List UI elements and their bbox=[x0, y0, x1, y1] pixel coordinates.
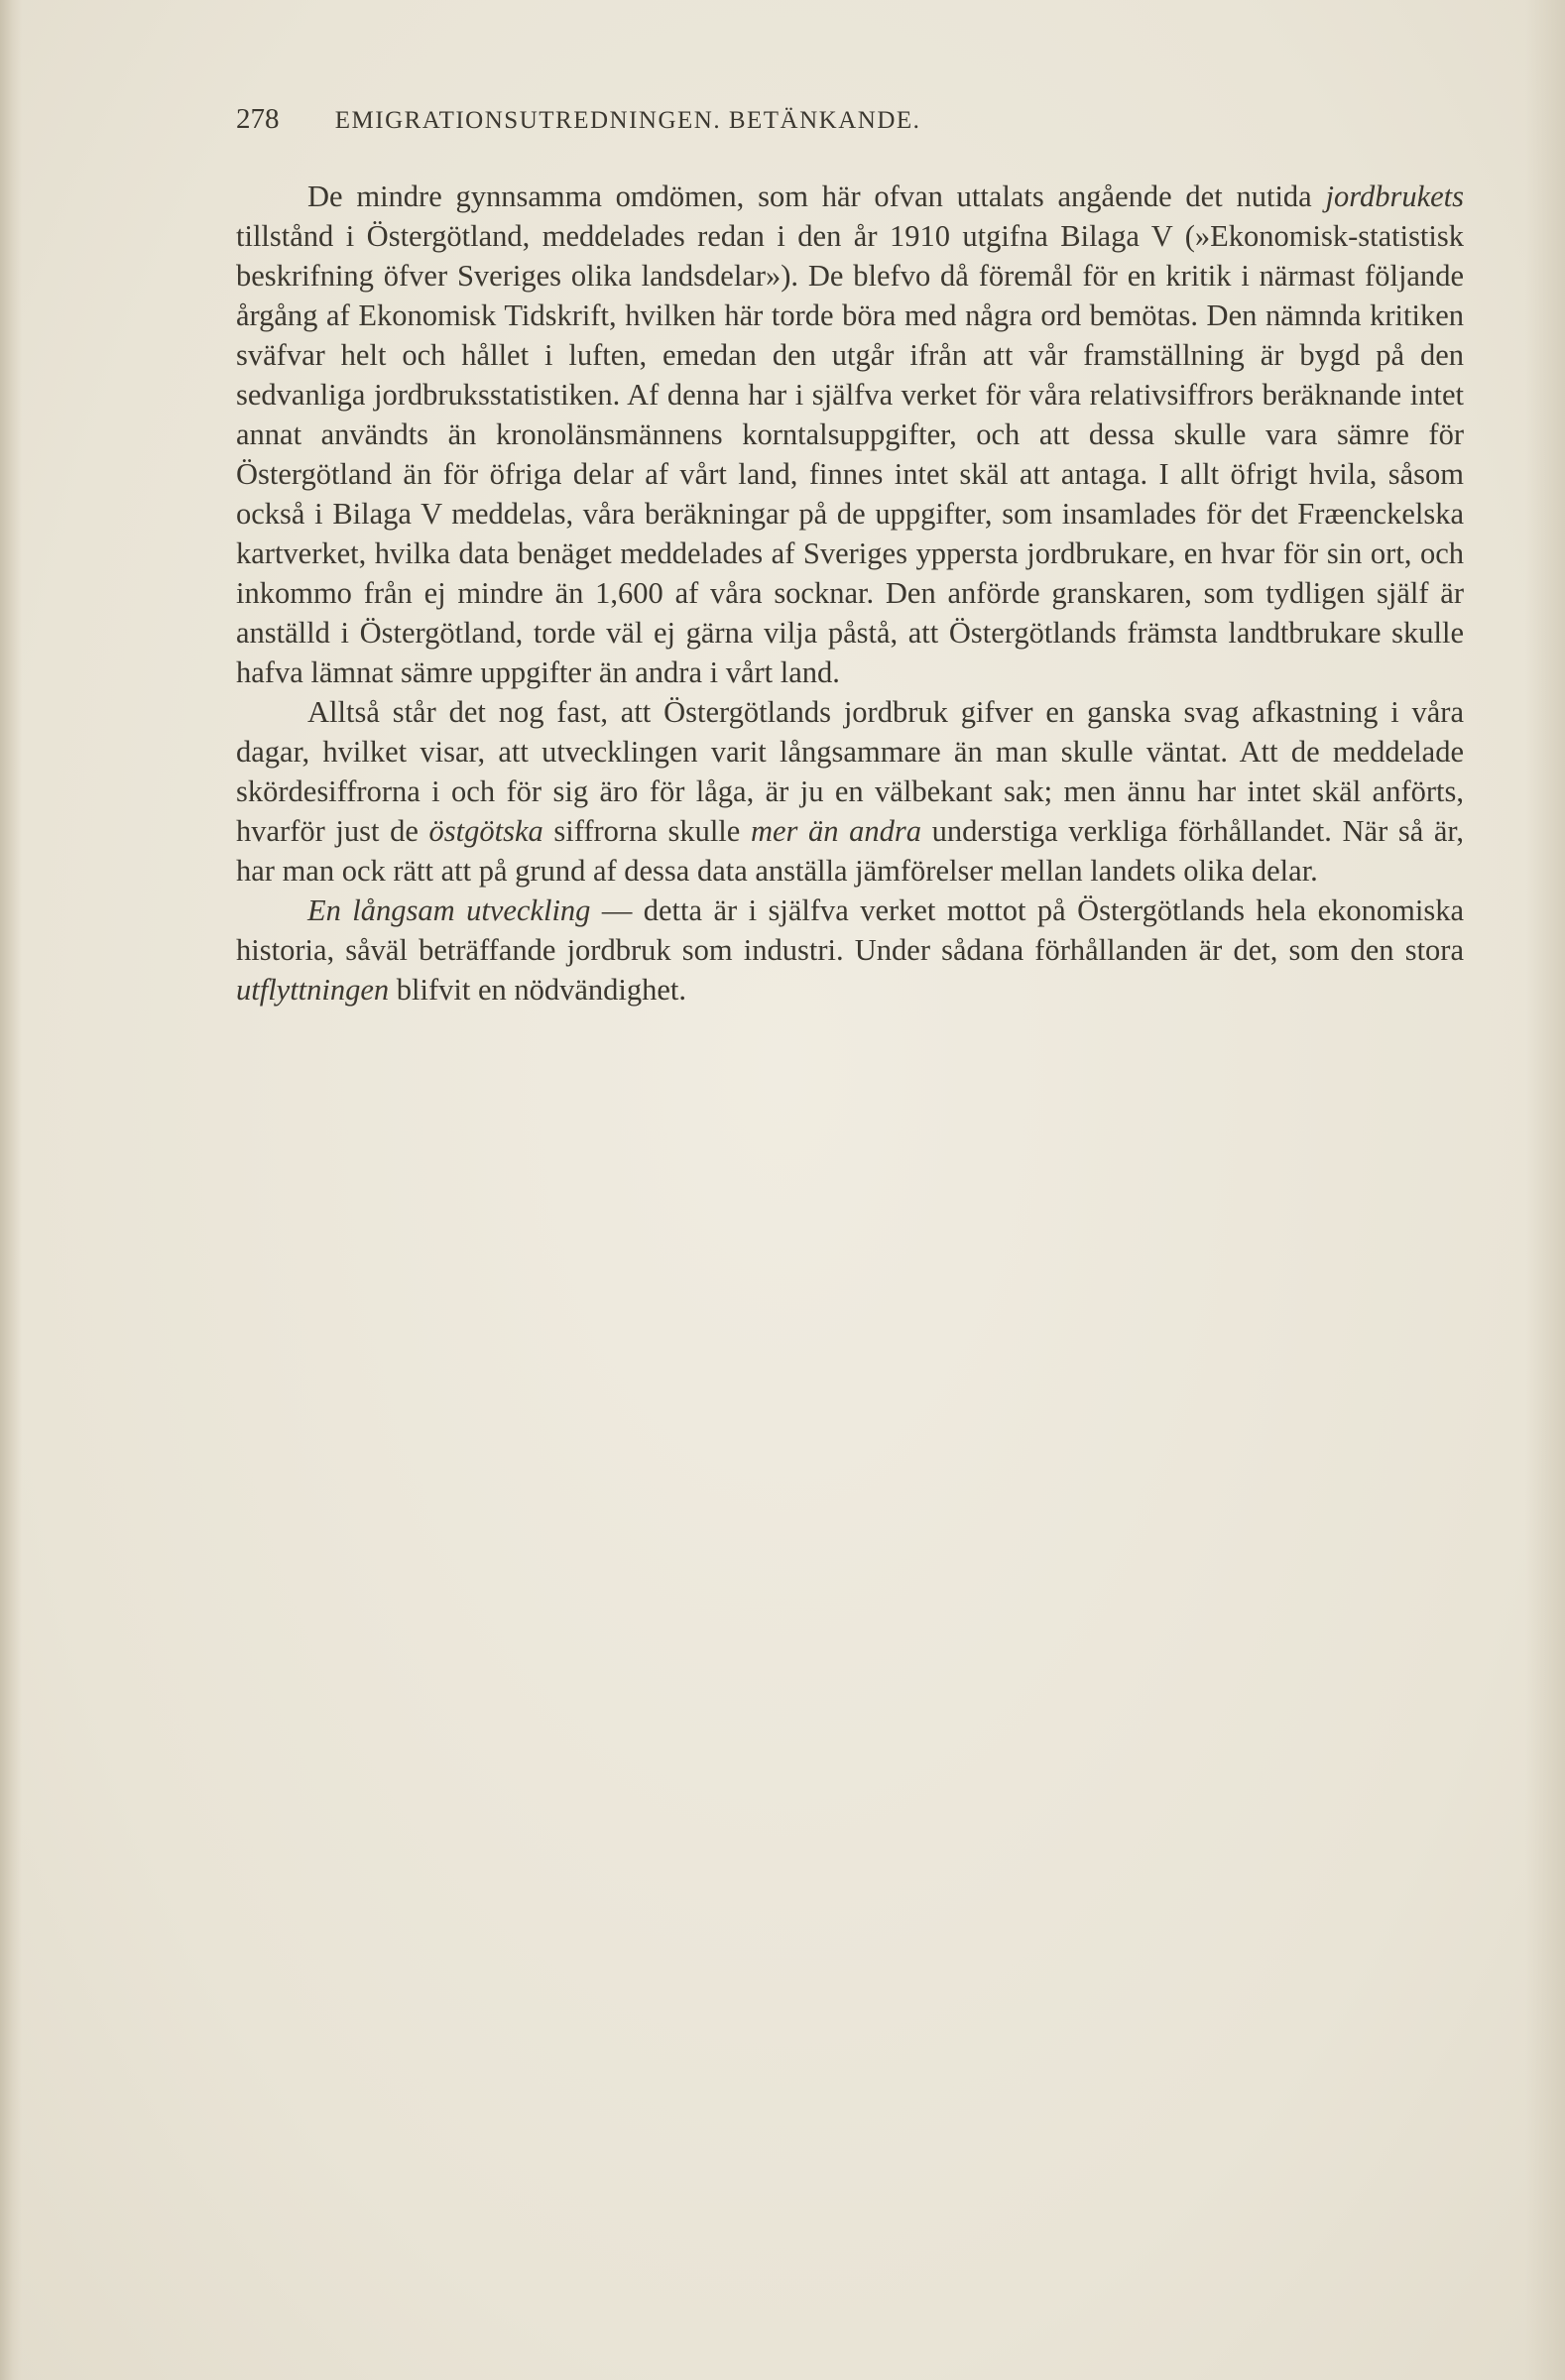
paragraph-text: understiga verkliga förhållandet. När så är, har man ock rätt att på grund af dessa data anställa jämförelser mellan landets olika delar. bbox=[236, 814, 1464, 888]
body-text bbox=[236, 177, 1464, 1010]
paragraph-3 bbox=[236, 891, 1464, 1010]
paragraph-text: De mindre gynnsamma omdömen, som här ofvan uttalats angående det nutida bbox=[307, 179, 1326, 213]
paragraph-text: Alltså står det nog fast, att Östergötlands jordbruk gifver en ganska svag afkastning i våra dagar, hvilket visar, att utvecklingen varit långsammare än man skulle väntat. Att de meddelade skördesiffrorna i och för sig äro för låga, är ju en välbekant sak; men ännu har intet skäl anförts, hvarför just de bbox=[236, 695, 1464, 848]
paragraph-text: — detta är i själfva verket mottot på Östergötlands hela ekonomiska historia, såväl beträffande jordbruk som industri. Under sådana förhållanden är det, som den stora bbox=[236, 893, 1464, 967]
emphasis-mer-an-andra: mer än andra bbox=[750, 814, 922, 848]
running-title: EMIGRATIONSUTREDNINGEN. BETÄNKANDE. bbox=[334, 107, 921, 134]
paragraph-text: tillstånd i Östergötland, meddelades redan i den år 1910 utgifna Bilaga V (»Ekonomisk-statistisk beskrifning öfver Sveriges olika landsdelar»). De blefvo då föremål för en kritik i närmast följande årgång af Ekonomisk Tidskrift, hvilken här torde böra med några ord bemötas. Den nämnda kritiken sväfvar helt och hållet i luften, emedan den utgår ifrån att vår framställning är bygd på den sedvanliga jordbruksstatistiken. Af denna har i själfva verket för våra relativsiffrors beräknande intet annat användts än kronolänsmännens korntalsuppgifter, och att dessa skulle vara sämre för Östergötland än för öfriga delar af vårt land, finnes intet skäl att antaga. I allt öfrigt hvila, såsom också i Bilaga V meddelas, våra beräkningar på de uppgifter, som insamlades för det Fræenckelska kartverket, hvilka data benäget meddelades af Sveriges yppersta jordbrukare, en hvar för sin ort, och inkommo från ej mindre än 1,600 af våra socknar. Den anförde granskaren, som tydligen själf är anställd i Östergötland, torde väl ej gärna vilja påstå, att Östergötlands främsta landtbrukare skulle hafva lämnat sämre uppgifter än andra i vårt land. bbox=[236, 219, 1464, 689]
page-outer-edge bbox=[1525, 0, 1565, 2380]
page-number: 278 bbox=[236, 103, 280, 135]
emphasis-ostgotska: östgötska bbox=[428, 814, 543, 848]
emphasis-en-langsam-utveckling: En långsam utveckling bbox=[307, 893, 591, 927]
paragraph-text: siffrorna skulle bbox=[542, 814, 751, 848]
paragraph-2 bbox=[236, 692, 1464, 891]
emphasis-utflyttningen: utflyttningen bbox=[236, 973, 390, 1007]
page-header bbox=[236, 103, 1466, 136]
paragraph-text: blifvit en nödvändighet. bbox=[389, 973, 687, 1007]
paragraph-1 bbox=[236, 177, 1464, 692]
emphasis-jordbrukets: jordbrukets bbox=[1325, 179, 1464, 213]
page-binding-edge bbox=[0, 0, 22, 2380]
